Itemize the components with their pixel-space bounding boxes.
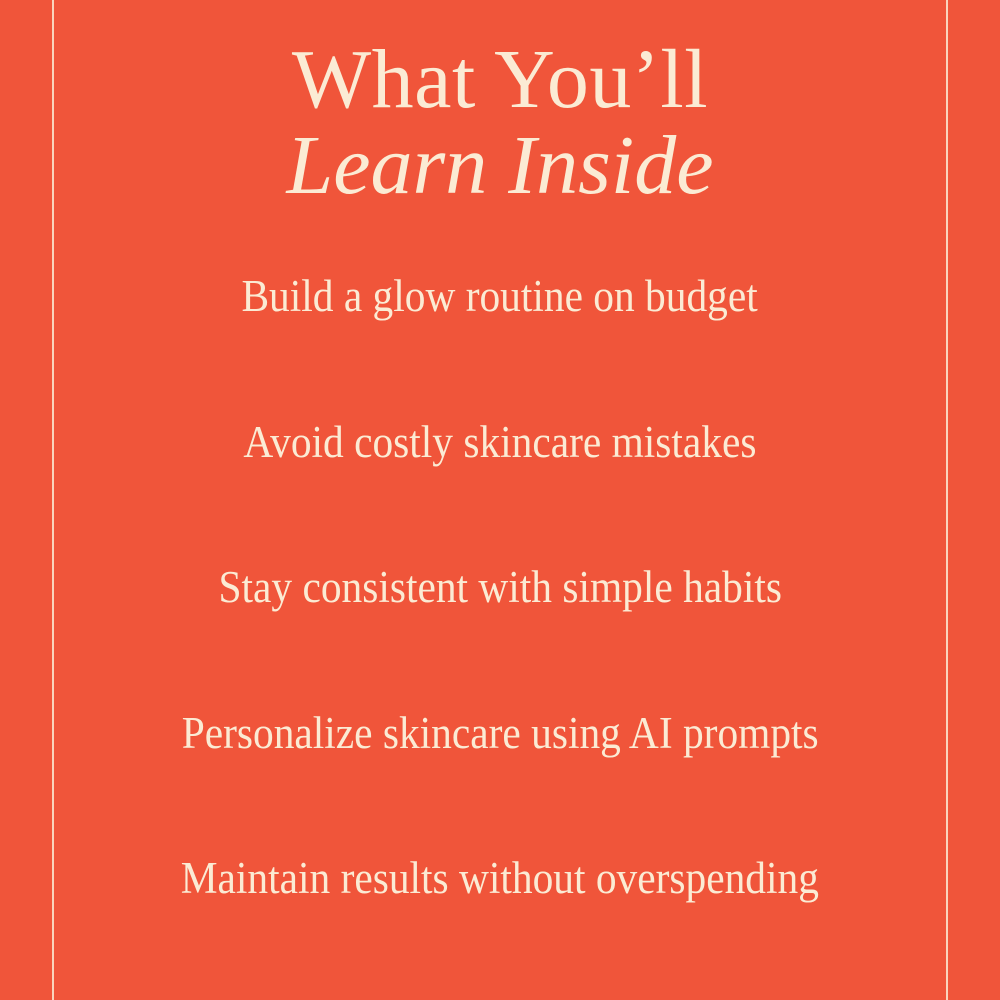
slide-content bbox=[72, 0, 928, 1000]
benefits-list bbox=[72, 272, 928, 904]
list-item: Maintain results without overspending bbox=[180, 853, 820, 903]
left-border-rule bbox=[52, 0, 54, 1000]
list-item: Build a glow routine on budget bbox=[241, 271, 759, 321]
list-item: Stay consistent with simple habits bbox=[218, 562, 782, 612]
list-item: Avoid costly skincare mistakes bbox=[243, 416, 757, 467]
page-title bbox=[286, 33, 714, 212]
title-line-2: Learn Inside bbox=[286, 119, 714, 212]
title-line-1: What You’ll bbox=[291, 33, 709, 126]
right-border-rule bbox=[946, 0, 948, 1000]
list-item: Personalize skincare using AI prompts bbox=[181, 707, 819, 758]
